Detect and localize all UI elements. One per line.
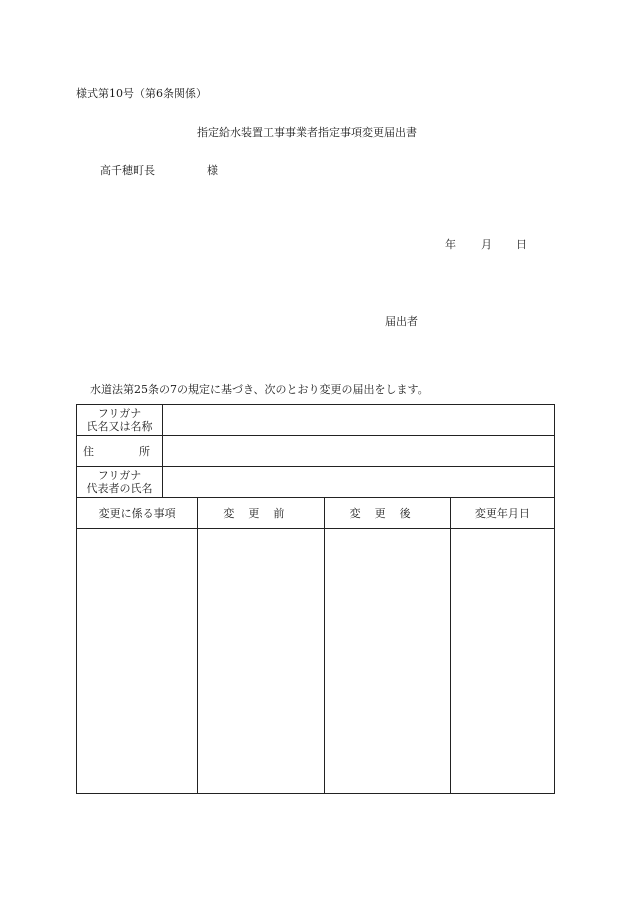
table-header-row — [77, 498, 555, 529]
header-after-change: 変更後 — [324, 498, 450, 529]
table-row — [77, 467, 555, 498]
address-label-cell — [77, 436, 163, 467]
name-label-cell — [77, 405, 163, 436]
date-day-label: 日 — [516, 238, 527, 251]
document-title: 指定給水装置工事事業者指定事項変更届出書 — [197, 126, 417, 139]
address-label-part-1: 住 — [83, 444, 94, 458]
change-date-field[interactable] — [450, 529, 554, 794]
date-year-label: 年 — [445, 238, 456, 251]
statement-text: 水道法第25条の7の規定に基づき、次のとおり変更の届出をします。 — [90, 383, 429, 396]
addressee-name: 高千穂町長 — [100, 164, 155, 177]
name-furigana-label: フリガナ — [97, 407, 142, 420]
name-value-field[interactable] — [163, 405, 555, 436]
table-row — [77, 405, 555, 436]
representative-label-cell — [77, 467, 163, 498]
applicant-label: 届出者 — [385, 315, 418, 328]
change-item-field[interactable] — [77, 529, 198, 794]
representative-label: 代表者の氏名 — [86, 482, 153, 495]
after-change-field[interactable] — [324, 529, 450, 794]
header-change-item: 変更に係る事項 — [77, 498, 198, 529]
header-before-change: 変更前 — [198, 498, 324, 529]
address-value-field[interactable] — [163, 436, 555, 467]
table-row — [77, 529, 555, 794]
before-change-field[interactable] — [198, 529, 324, 794]
representative-value-field[interactable] — [163, 467, 555, 498]
table-row — [77, 436, 555, 467]
header-change-date: 変更年月日 — [450, 498, 554, 529]
address-label-part-2: 所 — [139, 444, 150, 458]
representative-furigana-label: フリガナ — [97, 469, 142, 482]
name-label: 氏名又は名称 — [86, 420, 153, 433]
addressee-honorific: 様 — [207, 164, 218, 177]
form-number: 様式第10号（第6条関係） — [76, 87, 207, 100]
date-month-label: 月 — [481, 238, 492, 251]
change-details-table — [76, 497, 555, 794]
applicant-info-table — [76, 404, 555, 498]
